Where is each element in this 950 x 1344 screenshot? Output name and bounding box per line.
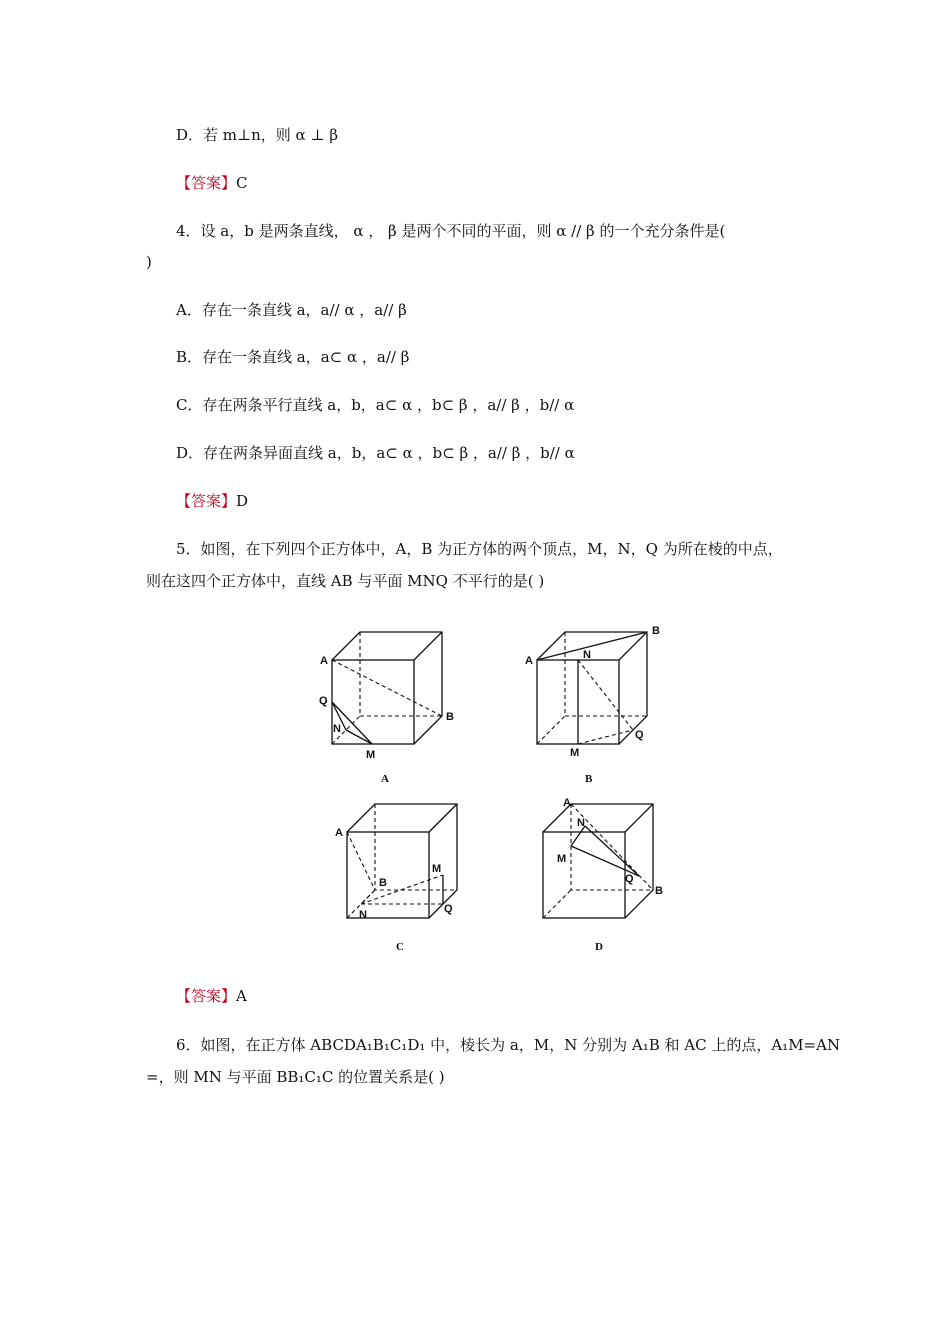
q3-option-d: D．若 m⊥n，则 α ⊥ β xyxy=(176,126,338,144)
cube-figure-c xyxy=(315,800,485,954)
q5-stem-line-2: 则在这四个正方体中，直线 AB 与平面 MNQ 不平行的是( ) xyxy=(146,572,545,590)
q6-stem-line-2: =，则 MN 与平面 BB₁C₁C 的位置关系是( ) xyxy=(146,1068,445,1086)
answer-tag: 【答案】 xyxy=(176,174,237,192)
q4-option-d: D．存在两条异面直线 a，b，a⊂ α ，b⊂ β ，a// β ，b// α xyxy=(176,444,575,462)
label-m: M xyxy=(570,747,580,759)
label-b: B xyxy=(652,625,660,637)
label-b: B xyxy=(446,711,454,723)
answer-value: D xyxy=(236,492,249,510)
figure-caption-b: B xyxy=(585,773,593,785)
label-m: M xyxy=(432,863,442,875)
label-n: N xyxy=(583,649,591,661)
figure-caption-c: C xyxy=(396,941,404,953)
q6-stem-line-1: 6．如图，在正方体 ABCDA₁B₁C₁D₁ 中，棱长为 a，M，N 分别为 A₁B 和 AC 上的点，A₁M=AN xyxy=(176,1036,841,1054)
label-n: N xyxy=(577,817,585,829)
figure-caption-a: A xyxy=(381,773,389,785)
label-a: A xyxy=(525,655,533,667)
answer-tag: 【答案】 xyxy=(176,987,237,1005)
q4-option-c: C．存在两条平行直线 a，b，a⊂ α ，b⊂ β ，a// β ，b// α xyxy=(176,396,575,414)
label-q: Q xyxy=(319,695,328,707)
label-b: B xyxy=(379,877,387,889)
q4-stem-line-1: 4．设 a，b 是两条直线， α ， β 是两个不同的平面，则 α // β 的一个充分条件是( xyxy=(176,222,726,240)
answer-value: A xyxy=(236,987,247,1005)
cube-figure-d xyxy=(515,797,685,954)
label-q: Q xyxy=(625,873,634,885)
q4-answer xyxy=(176,490,248,512)
q5-stem-line-1: 5．如图，在下列四个正方体中，A，B 为正方体的两个顶点，M，N，Q 为所在棱的中点， xyxy=(176,540,783,558)
cube-figure-b xyxy=(505,620,675,774)
q3-answer xyxy=(176,172,248,194)
figure-caption-d: D xyxy=(595,941,603,953)
label-m: M xyxy=(366,749,376,761)
label-n: N xyxy=(333,723,341,735)
cube-figure-a xyxy=(300,620,470,774)
q4-stem-line-2: ) xyxy=(146,253,152,271)
label-a: A xyxy=(563,797,571,809)
label-b: B xyxy=(655,885,663,897)
label-m: M xyxy=(557,853,567,865)
q4-option-b: B．存在一条直线 a，a⊂ α ，a// β xyxy=(176,348,410,366)
label-q: Q xyxy=(444,903,453,915)
q5-answer xyxy=(176,985,247,1007)
answer-value: C xyxy=(236,174,248,192)
answer-tag: 【答案】 xyxy=(176,492,237,510)
label-a: A xyxy=(320,655,328,667)
label-a: A xyxy=(335,827,343,839)
label-q: Q xyxy=(635,729,644,741)
q4-option-a: A．存在一条直线 a，a// α ，a// β xyxy=(176,301,407,319)
label-n: N xyxy=(359,909,367,921)
